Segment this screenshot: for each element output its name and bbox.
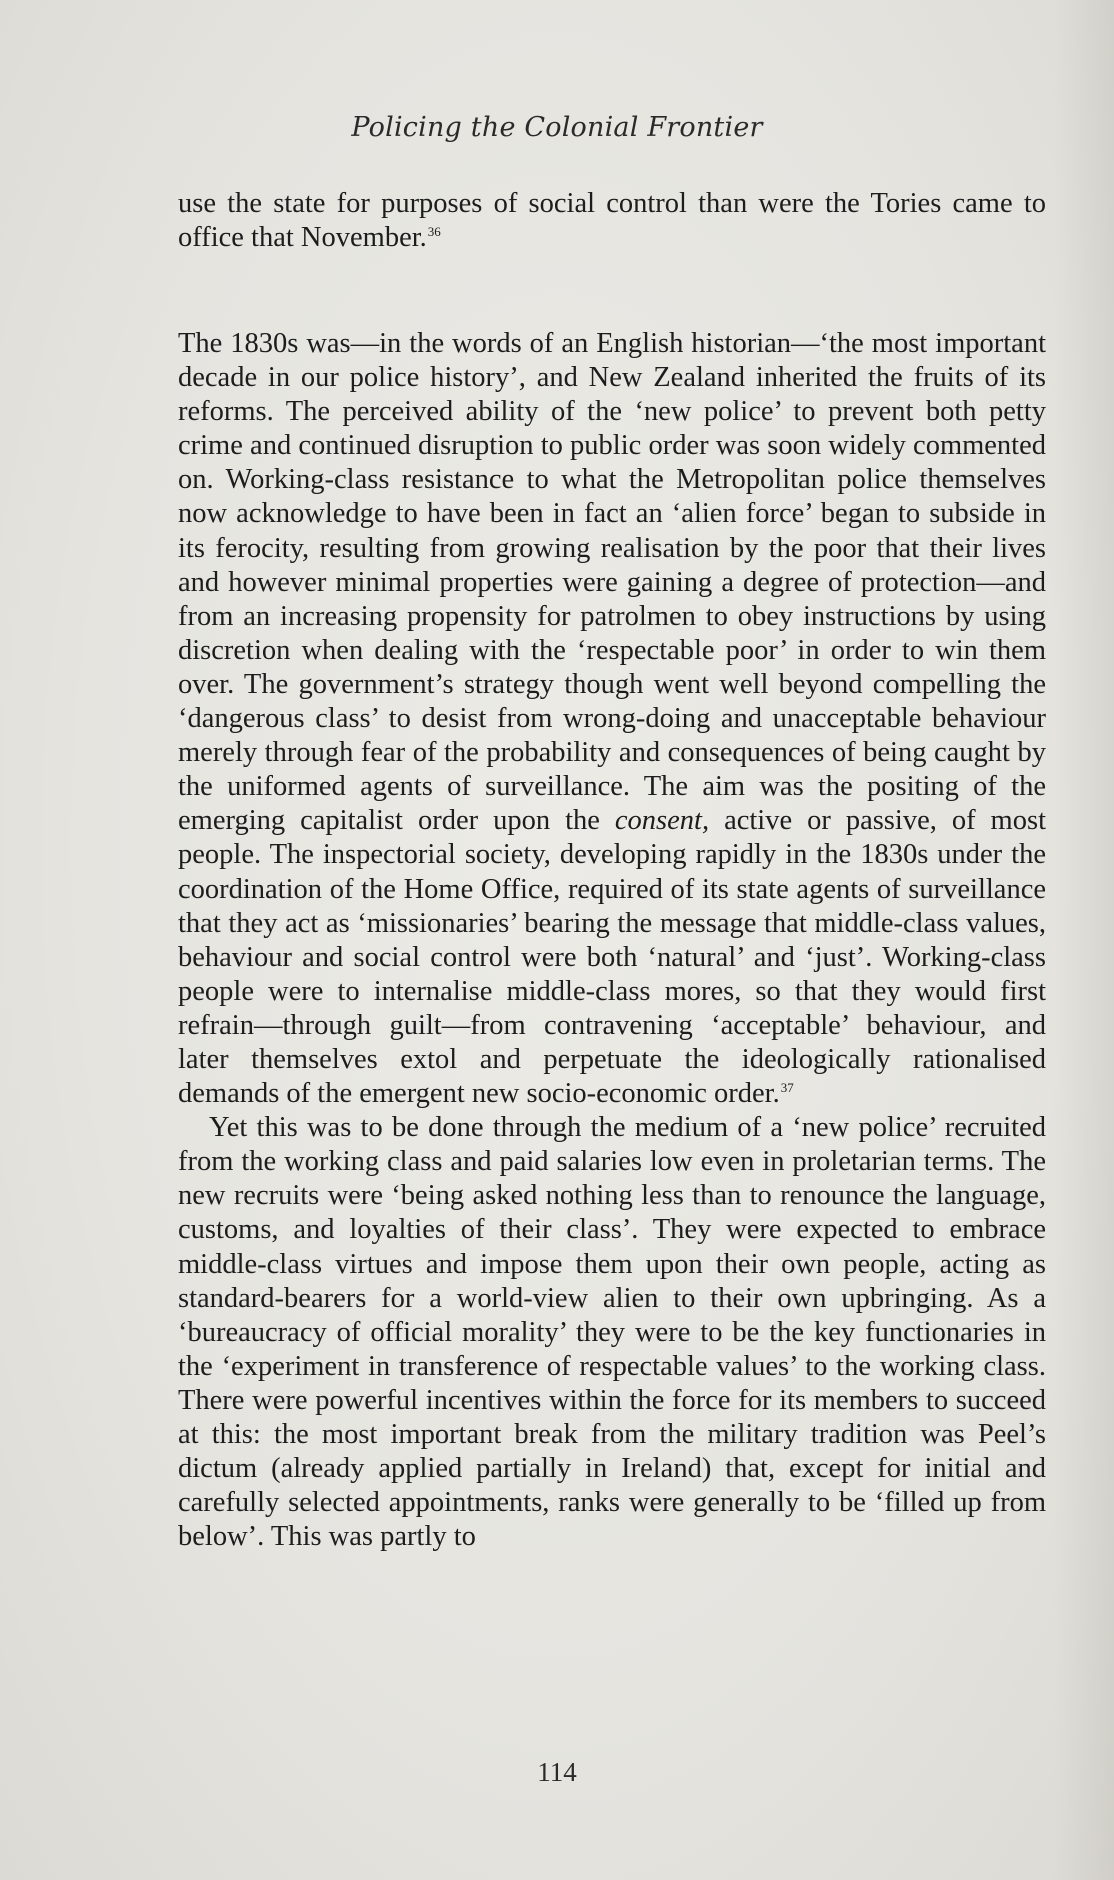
page-edge-shadow (1054, 0, 1114, 1880)
page-number: 114 (537, 1757, 577, 1787)
paragraph-0-text: use the state for purposes of social control than were the Tories came to office that November. (178, 188, 1046, 254)
paragraph-0 (178, 187, 1046, 255)
paragraph-1 (178, 327, 1046, 1111)
continued-paragraph (178, 187, 1046, 255)
paragraph-1-text-b: active or passive, of most people. The inspectorial society, developing rapidly in the 1830s under the coordination of the Home Office, required of its state agents of surveillance that they act as ‘missionaries’ bearing the message that middle-class values, behaviour and social control were both ‘natural’ and ‘just’. Working-class people were to internalise middle-class mores, so that they would first refrain—through guilt—from contravening ‘acceptable’ behaviour, and later themselves extol and perpetuate the ideologically rationalised demands of the emergent new socio-economic order. (178, 805, 1046, 1110)
paragraph-1-text-a: The 1830s was—in the words of an English historian—‘the most important decade in our police history’, and New Zealand inherited the fruits of its reforms. The perceived ability of the ‘new police’ to prevent both petty crime and continued disruption to public order was soon widely commented on. Working-class resistance to what the Metropolitan police themselves now acknowledge to have been in fact an ‘alien force’ began to subside in its ferocity, resulting from growing realisation by the poor that their lives and however minimal properties were gaining a degree of protection—and from an increasing propensity for patrolmen to obey instructions by using discretion when dealing with the ‘respectable poor’ in order to win them over. The government’s strategy though went well beyond compelling the ‘dangerous class’ to desist from wrong-doing and unacceptable behaviour merely through fear of the probability and consequences of being caught by the uniformed agents of surveillance. The aim was the positing of the emerging capitalist order upon the (178, 328, 1046, 837)
running-head: Policing the Colonial Frontier (351, 112, 763, 143)
paragraph-2: Yet this was to be done through the medium of a ‘new police’ recruited from the working class and paid salaries low even in proletarian terms. The new recruits were ‘being asked nothing less than to renounce the language, customs, and loyalties of their class’. They were expected to embrace middle-class virtues and impose them upon their own people, acting as standard-bearers for a world-view alien to their own upbringing. As a ‘bureaucracy of official morality’ they were to be the key functionaries in the ‘experiment in transference of respectable values’ to the working class. There were powerful incentives within the force for its members to succeed at this: the most important break from the military tradition was Peel’s dictum (already applied partially in Ireland) that, except for initial and carefully selected appointments, ranks were generally to be ‘filled up from below’. This was partly to (178, 1112, 1046, 1553)
footnote-ref-36[interactable]: 36 (427, 223, 441, 239)
footnote-ref-37[interactable]: 37 (780, 1079, 794, 1095)
main-text (178, 327, 1046, 1554)
paragraph-1-emphasis: consent, (614, 805, 710, 837)
